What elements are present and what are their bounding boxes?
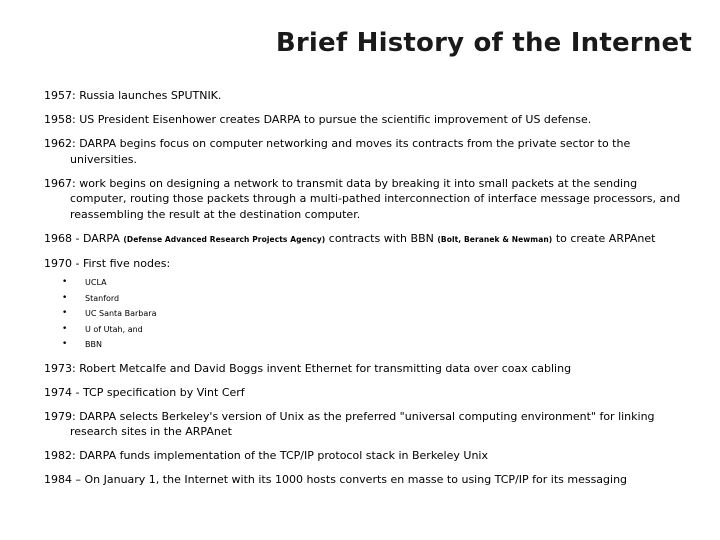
entry-1968-part3: to create ARPAnet (552, 231, 656, 245)
bullet-icon: • (62, 323, 68, 334)
entry-1984: 1984 – On January 1, the Internet with its 1000 hosts converts en masse to using TCP/IP for its messaging (44, 473, 628, 487)
list-item (44, 337, 694, 353)
bullet-icon: • (62, 308, 68, 319)
node-list (44, 275, 694, 353)
node-name: BBN (85, 340, 102, 350)
slide-title: Brief History of the Internet (275, 28, 692, 58)
entry-1968-part1: 1968 - DARPA (44, 231, 124, 245)
entry-1968-part2: contracts with BBN (325, 231, 438, 245)
list-item (44, 322, 694, 338)
bullet-icon: • (62, 339, 68, 350)
entry-1967: 1967: work begins on designing a network to transmit data by breaking it into small packets at the sending computer, routing those packets through a multi-pathed interconnection of interface message processors, and reassembling the result at the destination computer. (44, 176, 681, 221)
node-name: Stanford (85, 293, 120, 303)
list-item (44, 306, 694, 322)
bullet-icon: • (62, 277, 68, 287)
entry-1973: 1973: Robert Metcalfe and David Boggs invent Ethernet for transmitting data over coax cabling (44, 361, 572, 375)
node-name: U of Utah, and (85, 324, 143, 334)
entry-1982: 1982: DARPA funds implementation of the TCP/IP protocol stack in Berkeley Unix (44, 449, 488, 463)
entry-1970: 1970 - First five nodes: (44, 256, 171, 270)
bbn-full-name: (Bolt, Beranek & Newman) (437, 234, 553, 244)
timeline-content (44, 88, 694, 496)
entry-1974: 1974 - TCP specification by Vint Cerf (44, 385, 245, 399)
bullet-icon: • (62, 292, 68, 303)
darpa-full-name: (Defense Advanced Research Projects Agency) (123, 234, 326, 244)
entry-1968 (44, 231, 694, 248)
entry-1957: 1957: Russia launches SPUTNIK. (44, 89, 222, 102)
list-item (44, 291, 694, 307)
node-name: UC Santa Barbara (85, 309, 157, 319)
entry-1979: 1979: DARPA selects Berkeley's version of Unix as the preferred "universal computing environment" for linking research sites in the ARPAnet (44, 409, 655, 439)
list-item (44, 275, 694, 291)
node-name: UCLA (85, 278, 107, 287)
entry-1958: 1958: US President Eisenhower creates DARPA to pursue the scientific improvement of US defense. (44, 113, 592, 126)
entry-1962: 1962: DARPA begins focus on computer networking and moves its contracts from the private sector to the universities. (44, 137, 631, 166)
